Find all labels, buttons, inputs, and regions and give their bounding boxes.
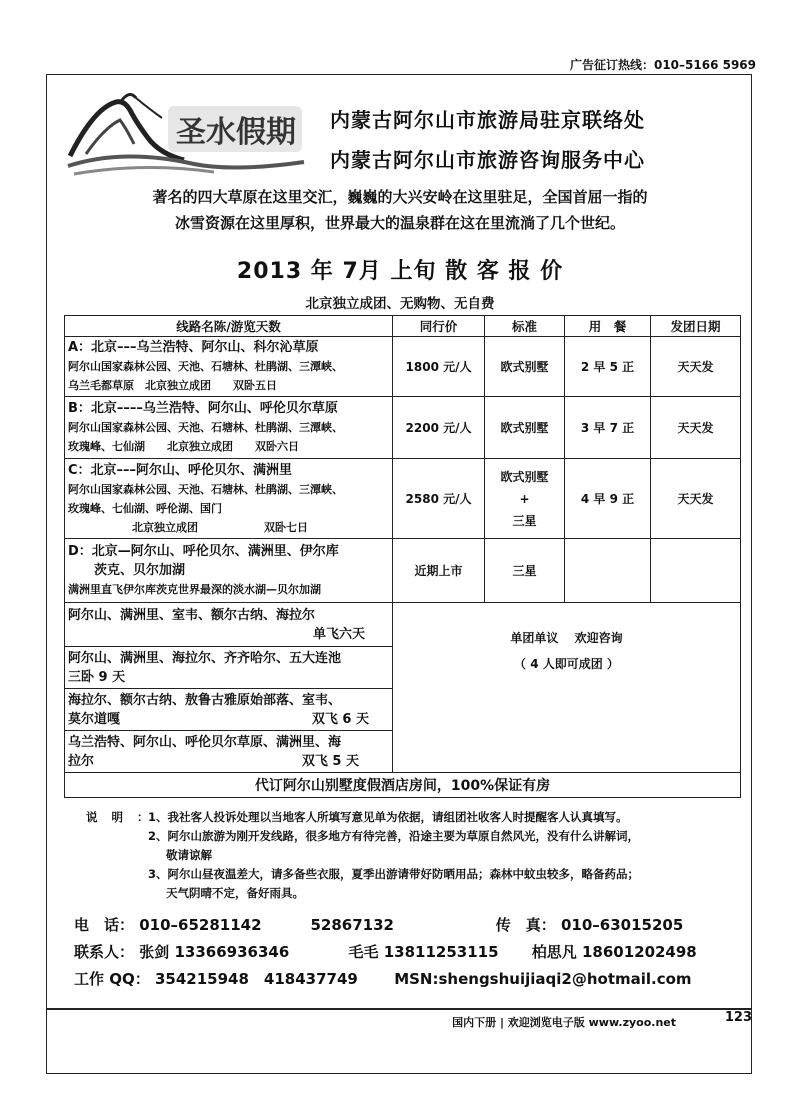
phone-2: 52867132 <box>310 916 394 934</box>
contact-person-line <box>74 941 697 962</box>
group-route-line: 阿尔山、满洲里、室韦、额尔古纳、海拉尔 <box>68 607 316 623</box>
group-route-days: 双飞 6 天 <box>311 711 369 727</box>
contact-phone-line <box>74 914 683 935</box>
org-name-2: 内蒙古阿尔山市旅游咨询服务中心 <box>330 148 645 172</box>
phone-label: 电 话： <box>74 916 135 934</box>
route-extra-2: 北京独立成团 双卧七日 <box>132 520 308 534</box>
qq-label: 工作 QQ： <box>74 970 150 988</box>
group-route-line: 海拉尔、额尔古纳、敖鲁古雅原始部落、室韦、 <box>68 692 342 708</box>
header-meals: 用 餐 <box>565 316 651 337</box>
standard-plus: + <box>519 491 530 506</box>
note-item: 1、我社客人投诉处理以当地客人所填写意见单为依据，请组团社收客人时提醒客人认真填写。 <box>148 810 628 824</box>
route-price: 2580 元/人 <box>393 459 485 539</box>
route-departure: 天天发 <box>651 397 741 459</box>
group-route-line-2 <box>68 710 389 729</box>
group-route-3 <box>65 689 393 731</box>
group-route-1 <box>65 603 393 647</box>
route-c <box>65 459 393 539</box>
route-detail: 阿尔山国家森林公园、天池、石塘林、杜鹃湖、三潭峡、 <box>68 421 343 434</box>
route-meals: 3 早 7 正 <box>565 397 651 459</box>
table-row <box>65 459 741 539</box>
price-table <box>64 315 741 798</box>
route-detail: 阿尔山国家森林公园、天池、石塘林、杜鹃湖、三潭峡、 <box>68 360 343 373</box>
notes-section <box>86 808 746 903</box>
ad-hotline: 广告征订热线：010–5166 5969 <box>569 58 756 72</box>
group-route-line-2 <box>68 752 389 771</box>
route-departure: 天天发 <box>651 337 741 397</box>
contact-im-line <box>74 968 692 989</box>
route-d <box>65 539 393 603</box>
msn-address: MSN:shengshuijiaqi2@hotmail.com <box>394 970 692 988</box>
group-note <box>393 603 741 773</box>
mountain-crane-logo-icon <box>64 88 314 180</box>
empty-cell <box>651 539 741 603</box>
intro-line-2: 冰雪资源在这里厚积，世界最大的温泉群在这在里流淌了几个世纪。 <box>174 214 625 232</box>
standard-1: 欧式别墅 <box>500 469 549 484</box>
page-footer <box>46 1008 752 1029</box>
table-row <box>65 397 741 459</box>
phone-1: 010–65281142 <box>139 916 262 934</box>
empty-cell <box>565 539 651 603</box>
group-route-end: 莫尔道嘎 <box>68 711 121 727</box>
group-note-line-2: （ 4 人即可成团 ） <box>514 657 619 671</box>
note-item-cont: 天气阴晴不定，备好雨具。 <box>166 886 304 900</box>
route-extra: 玫瑰峰、七仙湖 北京独立成团 双卧六日 <box>68 440 299 453</box>
headline: 2013 年 7月 上旬 散 客 报 价 <box>236 259 564 284</box>
route-a <box>65 337 393 397</box>
logo-text: 圣水假期 <box>176 115 296 150</box>
header-price: 同行价 <box>393 316 485 337</box>
table-row <box>65 337 741 397</box>
contact-person-1: 张剑 13366936346 <box>139 943 290 961</box>
route-standard: 欧式别墅 <box>485 397 565 459</box>
group-route-days: 三卧 9 天 <box>68 669 126 685</box>
route-title: C：北京–––阿尔山、呼伦贝尔、满洲里 <box>68 462 293 478</box>
fax-number: 010–63015205 <box>560 916 684 934</box>
group-route-days: 双飞 5 天 <box>301 753 359 769</box>
footer-text: 国内下册 | 欢迎浏览电子版 www.zyoo.net <box>452 1016 676 1029</box>
intro-line-1: 著名的四大草原在这里交汇，巍巍的大兴安岭在这里驻足，全国首屈一指的 <box>152 188 648 206</box>
group-note-line-1: 单团单议 欢迎咨询 <box>510 631 623 645</box>
route-detail: 阿尔山国家森林公园、天池、石塘林、杜鹃湖、三潭峡、 <box>68 482 343 496</box>
page-number: 123 <box>724 1010 752 1025</box>
route-meals: 2 早 5 正 <box>565 337 651 397</box>
company-logo <box>64 88 314 180</box>
group-route-2 <box>65 647 393 689</box>
header-departure: 发团日期 <box>651 316 741 337</box>
route-title: A：北京–––乌兰浩特、阿尔山、科尔沁草原 <box>68 340 319 355</box>
hotel-booking: 代订阿尔山别墅度假酒店房间，100%保证有房 <box>65 773 741 798</box>
header-standard: 标准 <box>485 316 565 337</box>
route-departure: 天天发 <box>651 459 741 539</box>
note-item-cont: 敬请谅解 <box>166 848 212 862</box>
route-title-2: 茨克、贝尔加湖 <box>94 563 186 578</box>
route-price: 近期上市 <box>393 539 485 603</box>
route-standard: 欧式别墅 <box>485 337 565 397</box>
note-item: 3、阿尔山昼夜温差大，请多备些衣服，夏季出游请带好防晒用品；森林中蚊虫较多，略备药品； <box>148 867 639 881</box>
table-header-row <box>65 316 741 337</box>
table-row <box>65 773 741 798</box>
route-extra: 乌兰毛都草原 北京独立成团 双卧五日 <box>68 379 277 392</box>
route-standard: 三星 <box>485 539 565 603</box>
route-meals: 4 早 9 正 <box>565 459 651 539</box>
table-row <box>65 603 741 647</box>
qq-numbers: 354215948 418437749 <box>154 970 358 988</box>
note-item: 2、阿尔山旅游为刚开发线路，很多地方有待完善，沿途主要为草原自然风光，没有什么讲解词， <box>148 829 639 843</box>
route-b <box>65 397 393 459</box>
notes-label: 说明： <box>86 810 163 824</box>
subhead: 北京独立成团、无购物、无自费 <box>305 296 495 312</box>
contact-person-3: 柏思凡 18601202498 <box>531 943 697 961</box>
route-detail: 满洲里直飞伊尔库茨克世界最深的淡水湖—贝尔加湖 <box>68 583 321 596</box>
contact-person-2: 毛毛 13811253115 <box>348 943 499 961</box>
route-title: B：北京––––乌兰浩特、阿尔山、呼伦贝尔草原 <box>68 401 338 416</box>
org-name-1: 内蒙古阿尔山市旅游局驻京联络处 <box>330 108 645 132</box>
group-route-line: 乌兰浩特、阿尔山、呼伦贝尔草原、满洲里、海 <box>68 734 342 750</box>
route-price: 2200 元/人 <box>393 397 485 459</box>
table-row <box>65 539 741 603</box>
route-extra: 玫瑰峰、七仙湖、呼伦湖、国门 <box>68 501 222 515</box>
fax-label: 传 真： <box>495 916 556 934</box>
person-label: 联系人： <box>74 943 135 961</box>
group-route-4 <box>65 731 393 773</box>
group-route-end: 拉尔 <box>68 753 95 769</box>
route-price: 1800 元/人 <box>393 337 485 397</box>
group-route-line: 阿尔山、满洲里、海拉尔、齐齐哈尔、五大连池 <box>68 650 342 666</box>
route-title: D：北京—阿尔山、呼伦贝尔、满洲里、伊尔库 <box>68 544 339 559</box>
header-route: 线路名陈/游览天数 <box>65 316 393 337</box>
group-route-days: 单飞六天 <box>312 626 365 642</box>
standard-2: 三星 <box>512 513 537 528</box>
route-standard <box>485 459 565 539</box>
